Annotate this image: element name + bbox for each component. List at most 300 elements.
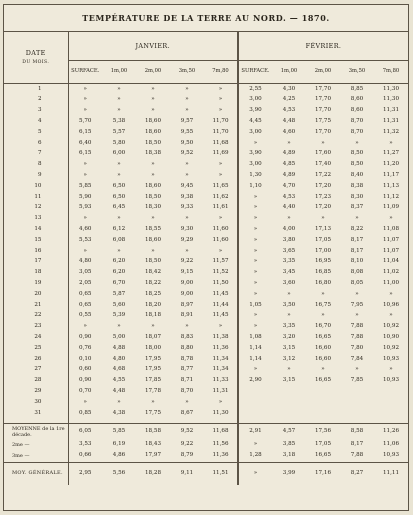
feb-value-cell: 4,53	[282, 107, 296, 114]
jan-value-cell: 18,30	[144, 204, 161, 211]
jan-value-cell: 5,53	[79, 236, 92, 243]
feb-value-cell: 4,00	[282, 225, 296, 232]
jan-value-cell: 4,68	[112, 366, 126, 373]
table-row	[4, 95, 408, 106]
jan-value-cell: 4,48	[112, 387, 126, 394]
feb-value-cell: 4,30	[282, 85, 296, 92]
day-cell: 15	[4, 235, 68, 246]
table-row	[4, 311, 408, 322]
jan-value-cell: »	[83, 107, 87, 114]
jan-value-cell: »	[83, 398, 87, 405]
table-row	[4, 106, 408, 117]
jan-value-cell: 8,77	[180, 366, 194, 373]
feb-value-cell: »	[389, 366, 393, 373]
day-cell: 20	[4, 289, 68, 300]
feb-value-cell: »	[253, 279, 258, 286]
depth-header-jan-5: 7m,80	[204, 61, 238, 84]
feb-value-cell: »	[389, 139, 393, 146]
feb-value-cell: 8,85	[350, 85, 364, 92]
feb-value-cell: »	[321, 290, 325, 297]
jan-value-cell: 6,00	[112, 150, 126, 157]
jan-general-mean-cell: 9,11	[170, 462, 204, 485]
jan-value-cell: 6,15	[79, 128, 92, 135]
feb-value-cell: 17,40	[314, 161, 331, 168]
jan-value-cell: »	[151, 161, 155, 168]
feb-value-cell	[238, 386, 272, 397]
jan-value-cell: 11,56	[204, 440, 238, 451]
jan-value-cell: 18,20	[144, 301, 161, 308]
feb-value-cell: 10,96	[382, 301, 399, 308]
feb-value-cell: 17,70	[314, 128, 331, 135]
day-cell: 23	[4, 322, 68, 333]
day-cell: 28	[4, 376, 68, 387]
feb-value-cell: 4,60	[282, 128, 296, 135]
jan-value-cell: 5,38	[112, 117, 126, 124]
day-cell: 3	[4, 106, 68, 117]
feb-value-cell: 8,08	[350, 269, 364, 276]
feb-value-cell: 8,17	[350, 236, 364, 243]
jan-value-cell: »	[151, 323, 155, 330]
feb-value-cell: 10,93	[382, 452, 399, 459]
jan-value-cell: 5,80	[112, 139, 126, 146]
feb-value-cell: 8,50	[350, 161, 364, 168]
table-row	[4, 181, 408, 192]
table-row	[4, 300, 408, 311]
jan-value-cell: 5,90	[79, 193, 92, 200]
day-cell: 12	[4, 203, 68, 214]
jan-value-cell: 9,15	[180, 269, 194, 276]
jan-value-cell: 8,67	[180, 409, 194, 416]
feb-value-cell: 3,85	[282, 441, 296, 448]
day-cell: 31	[4, 408, 68, 419]
jan-value-cell: 17,95	[144, 366, 161, 373]
feb-value-cell: »	[253, 366, 258, 373]
feb-value-cell: 11,02	[382, 269, 399, 276]
feb-value-cell: 4,89	[282, 150, 296, 157]
jan-value-cell: 6,70	[112, 279, 126, 286]
jan-value-cell: 17,75	[144, 409, 161, 416]
jan-value-cell: 11,36	[204, 343, 238, 354]
day-cell: 26	[4, 354, 68, 365]
month-header-january: JANVIER.	[68, 32, 238, 61]
table-row	[4, 170, 408, 181]
feb-value-cell: 4,89	[282, 171, 296, 178]
feb-value-cell: 4,25	[282, 96, 296, 103]
feb-value-cell: 17,75	[314, 117, 331, 124]
feb-value-cell: »	[389, 215, 393, 222]
day-cell: 6	[4, 138, 68, 149]
feb-value-cell: 3,90	[249, 150, 262, 157]
jan-value-cell: »	[185, 85, 189, 92]
date-sub-label: DU MOIS.	[22, 59, 50, 65]
feb-value-cell: 11,30	[382, 96, 399, 103]
jan-value-cell: 11,50	[204, 278, 238, 289]
jan-value-cell: 0,65	[79, 301, 92, 308]
feb-value-cell: 8,37	[350, 204, 364, 211]
jan-value-cell: 11,34	[204, 365, 238, 376]
feb-value-cell: 11,31	[382, 117, 399, 124]
feb-value-cell: 17,20	[314, 204, 331, 211]
table-row	[4, 149, 408, 160]
feb-value-cell: 10,92	[382, 344, 399, 351]
jan-value-cell: 18,22	[144, 279, 161, 286]
jan-value-cell: 6,15	[79, 150, 92, 157]
day-cell: 25	[4, 343, 68, 354]
jan-value-cell: »	[117, 247, 121, 254]
day-cell: 9	[4, 170, 68, 181]
jan-value-cell: »	[185, 171, 189, 178]
feb-value-cell: 8,60	[350, 96, 364, 103]
feb-value-cell: 8,17	[350, 441, 364, 448]
jan-value-cell: 6,40	[79, 139, 92, 146]
jan-value-cell: »	[151, 107, 155, 114]
day-cell: 17	[4, 257, 68, 268]
depth-header-jan-3: 2m,00	[136, 61, 170, 84]
mean-label: MOYENNE de la 1re décade.	[4, 423, 68, 440]
jan-value-cell: 17,95	[144, 355, 161, 362]
feb-value-cell: 7,85	[350, 377, 364, 384]
feb-value-cell: »	[253, 258, 258, 265]
feb-value-cell: 17,60	[314, 150, 331, 157]
feb-value-cell: 8,22	[350, 225, 364, 232]
feb-value-cell: 8,40	[350, 171, 364, 178]
feb-value-cell: 17,56	[306, 423, 340, 440]
feb-value-cell: 1,14	[249, 355, 262, 362]
feb-value-cell: 8,17	[350, 247, 364, 254]
jan-value-cell: »	[204, 322, 238, 333]
jan-value-cell: 0,10	[79, 355, 92, 362]
feb-value-cell: 16,65	[314, 333, 331, 340]
feb-value-cell: »	[321, 366, 325, 373]
feb-value-cell: 17,23	[314, 193, 331, 200]
jan-value-cell: 11,34	[204, 354, 238, 365]
jan-value-cell: 0,55	[79, 312, 92, 319]
feb-value-cell: 11,32	[382, 128, 399, 135]
jan-general-mean-cell: 5,56	[102, 462, 136, 485]
feb-value-cell: 3,60	[282, 279, 296, 286]
table-row	[4, 84, 408, 95]
jan-value-cell: 9,50	[180, 139, 194, 146]
jan-value-cell: 18,43	[144, 441, 161, 448]
jan-value-cell: »	[83, 85, 87, 92]
feb-value-cell: 8,38	[350, 182, 364, 189]
day-cell: 11	[4, 192, 68, 203]
feb-value-cell: 3,00	[249, 96, 262, 103]
jan-value-cell: 9,00	[180, 290, 194, 297]
feb-value-cell	[374, 386, 408, 397]
feb-value-cell: 3,80	[282, 236, 296, 243]
jan-value-cell: 11,31	[204, 386, 238, 397]
feb-value-cell: 3,00	[249, 128, 262, 135]
jan-value-cell: 6,45	[112, 204, 126, 211]
feb-value-cell: 16,60	[314, 344, 331, 351]
feb-value-cell: »	[355, 215, 359, 222]
jan-value-cell: 18,00	[144, 344, 161, 351]
feb-value-cell	[340, 408, 374, 419]
jan-value-cell: 11,45	[204, 311, 238, 322]
feb-value-cell: 17,05	[314, 236, 331, 243]
jan-value-cell: 11,45	[204, 289, 238, 300]
jan-value-cell: 4,86	[112, 452, 126, 459]
feb-value-cell: 11,31	[382, 107, 399, 114]
day-cell: 13	[4, 214, 68, 225]
feb-value-cell: 7,88	[350, 333, 364, 340]
jan-value-cell: »	[117, 398, 121, 405]
jan-value-cell: 3,05	[79, 269, 92, 276]
jan-value-cell: 9,33	[180, 204, 194, 211]
jan-value-cell: »	[204, 160, 238, 171]
depth-header-jan-4: 3m,50	[170, 61, 204, 84]
day-cell: 30	[4, 397, 68, 408]
jan-value-cell: 4,60	[79, 225, 92, 232]
feb-value-cell: 17,22	[314, 171, 331, 178]
table-row	[4, 203, 408, 214]
day-cell: 27	[4, 365, 68, 376]
jan-value-cell: 5,85	[102, 423, 136, 440]
jan-value-cell: 18,50	[144, 139, 161, 146]
feb-value-cell: 10,90	[382, 333, 399, 340]
jan-value-cell: 5,60	[112, 301, 126, 308]
feb-value-cell: »	[355, 312, 359, 319]
table-row	[4, 214, 408, 225]
jan-value-cell: 6,20	[112, 269, 126, 276]
feb-value-cell: »	[355, 290, 359, 297]
jan-value-cell: »	[185, 161, 189, 168]
day-cell: 21	[4, 300, 68, 311]
feb-general-mean-cell: »	[238, 462, 272, 485]
jan-value-cell: 11,70	[204, 127, 238, 138]
depth-header-jan-2: 1m,00	[102, 61, 136, 84]
table-row	[4, 127, 408, 138]
jan-value-cell: »	[204, 84, 238, 95]
table-row	[4, 116, 408, 127]
jan-value-cell: »	[185, 215, 189, 222]
feb-value-cell: 16,65	[314, 452, 331, 459]
depth-header-jan-1: SURFACE.	[68, 61, 102, 84]
jan-value-cell: »	[185, 96, 189, 103]
jan-value-cell: »	[83, 161, 87, 168]
feb-value-cell: 4,53	[282, 193, 296, 200]
feb-value-cell: »	[321, 215, 325, 222]
jan-value-cell: 18,18	[144, 312, 161, 319]
jan-value-cell: 18,25	[144, 290, 161, 297]
jan-value-cell: 9,29	[180, 236, 194, 243]
feb-value-cell: »	[253, 225, 258, 232]
feb-value-cell: 11,09	[382, 204, 399, 211]
month-header-february: FÉVRIER.	[238, 32, 408, 61]
table-row	[4, 246, 408, 257]
feb-value-cell	[374, 408, 408, 419]
table-row	[4, 268, 408, 279]
feb-value-cell: »	[253, 290, 258, 297]
table-row	[4, 322, 408, 333]
feb-value-cell: 1,14	[249, 344, 262, 351]
day-cell: 19	[4, 278, 68, 289]
feb-value-cell	[238, 408, 272, 419]
feb-value-cell: 1,10	[249, 182, 262, 189]
jan-value-cell: 18,55	[144, 225, 161, 232]
feb-value-cell: 4,48	[282, 117, 296, 124]
jan-value-cell: »	[83, 96, 87, 103]
jan-value-cell: 11,69	[204, 149, 238, 160]
jan-value-cell: 6,08	[112, 236, 126, 243]
jan-value-cell: »	[185, 323, 189, 330]
day-cell: 7	[4, 149, 68, 160]
jan-value-cell: 5,93	[79, 204, 92, 211]
feb-value-cell: 8,30	[350, 193, 364, 200]
feb-value-cell: »	[287, 366, 291, 373]
decade-mean-row	[4, 451, 408, 463]
depth-header-feb-3: 2m,00	[306, 61, 340, 84]
jan-value-cell: 0,60	[79, 366, 92, 373]
jan-value-cell: »	[204, 106, 238, 117]
jan-value-cell: 11,38	[204, 332, 238, 343]
feb-value-cell: »	[355, 139, 359, 146]
table-row	[4, 397, 408, 408]
jan-value-cell: 18,60	[144, 236, 161, 243]
jan-value-cell: 11,60	[204, 224, 238, 235]
feb-value-cell: 7,80	[350, 344, 364, 351]
feb-value-cell: »	[287, 290, 291, 297]
jan-general-mean-cell: 18,28	[136, 462, 170, 485]
feb-value-cell: »	[389, 290, 393, 297]
feb-value-cell: 17,70	[314, 85, 331, 92]
feb-value-cell: 8,70	[350, 128, 364, 135]
feb-value-cell: 3,15	[282, 377, 296, 384]
feb-value-cell: 11,26	[374, 423, 408, 440]
jan-value-cell: 6,05	[68, 423, 102, 440]
jan-value-cell: »	[151, 171, 155, 178]
jan-value-cell: 8,91	[180, 312, 194, 319]
jan-value-cell: »	[117, 107, 121, 114]
jan-value-cell: 0,76	[79, 344, 92, 351]
table-row	[4, 224, 408, 235]
jan-value-cell: 5,70	[79, 117, 92, 124]
jan-value-cell: 6,19	[112, 441, 126, 448]
day-cell: 18	[4, 268, 68, 279]
feb-value-cell: 16,80	[314, 279, 331, 286]
jan-value-cell: 18,60	[144, 128, 161, 135]
jan-value-cell: »	[117, 171, 121, 178]
jan-value-cell: 18,58	[136, 423, 170, 440]
feb-value-cell: 17,05	[314, 441, 331, 448]
jan-value-cell: 6,20	[112, 258, 126, 265]
feb-value-cell: »	[253, 139, 258, 146]
jan-value-cell: 8,83	[180, 333, 194, 340]
feb-value-cell: 16,70	[314, 323, 331, 330]
jan-value-cell: 8,71	[180, 377, 194, 384]
jan-value-cell: 11,68	[204, 423, 238, 440]
feb-value-cell: »	[253, 269, 258, 276]
feb-general-mean-cell: 17,16	[306, 462, 340, 485]
day-cell: 4	[4, 116, 68, 127]
table-row	[4, 343, 408, 354]
jan-general-mean-cell: 11,51	[204, 462, 238, 485]
feb-value-cell: 8,70	[350, 117, 364, 124]
jan-value-cell: 4,80	[79, 258, 92, 265]
feb-value-cell	[340, 397, 374, 408]
feb-value-cell: 11,17	[382, 171, 399, 178]
feb-value-cell: 8,58	[340, 423, 374, 440]
feb-value-cell	[374, 397, 408, 408]
feb-value-cell: 4,40	[282, 204, 296, 211]
jan-value-cell: 8,70	[180, 387, 194, 394]
feb-value-cell: 17,13	[314, 225, 331, 232]
jan-value-cell: 0,66	[79, 452, 92, 459]
jan-value-cell: 4,80	[112, 355, 126, 362]
mean-label: 2me —	[4, 440, 68, 451]
feb-value-cell: 3,12	[282, 355, 296, 362]
feb-value-cell	[272, 386, 306, 397]
feb-value-cell: 17,20	[314, 182, 331, 189]
feb-value-cell: 16,95	[314, 258, 331, 265]
mean-label: 3me —	[4, 451, 68, 463]
jan-value-cell: »	[117, 161, 121, 168]
jan-value-cell: »	[185, 398, 189, 405]
jan-value-cell: »	[117, 85, 121, 92]
jan-value-cell: 18,50	[144, 193, 161, 200]
feb-value-cell: »	[253, 247, 258, 254]
feb-value-cell: 3,35	[282, 323, 296, 330]
feb-value-cell: 3,65	[282, 247, 296, 254]
feb-value-cell: 1,28	[249, 452, 262, 459]
feb-value-cell: 3,00	[249, 161, 262, 168]
jan-value-cell: 18,60	[144, 117, 161, 124]
feb-value-cell: »	[253, 215, 258, 222]
jan-value-cell: 0,65	[79, 290, 92, 297]
date-label: DATE	[25, 48, 46, 57]
jan-general-mean-cell: 2,95	[68, 462, 102, 485]
feb-value-cell: »	[253, 193, 258, 200]
feb-value-cell	[306, 397, 340, 408]
jan-value-cell: »	[117, 215, 121, 222]
jan-value-cell: 4,88	[112, 344, 126, 351]
jan-value-cell: »	[151, 398, 155, 405]
feb-value-cell: 11,07	[382, 236, 399, 243]
feb-value-cell: »	[253, 312, 258, 319]
feb-value-cell	[238, 397, 272, 408]
day-cell: 24	[4, 332, 68, 343]
jan-value-cell: 6,50	[112, 193, 126, 200]
feb-value-cell: 7,88	[350, 452, 364, 459]
jan-value-cell: 9,00	[180, 279, 194, 286]
jan-value-cell: 2,05	[79, 279, 92, 286]
table-row	[4, 192, 408, 203]
feb-value-cell: 4,70	[282, 182, 296, 189]
feb-value-cell: »	[321, 139, 325, 146]
feb-value-cell: 2,91	[238, 423, 272, 440]
feb-value-cell: 3,50	[282, 301, 296, 308]
feb-general-mean-cell: 3,99	[272, 462, 306, 485]
jan-value-cell: 11,68	[204, 138, 238, 149]
feb-value-cell: »	[253, 204, 258, 211]
jan-value-cell: »	[151, 96, 155, 103]
jan-value-cell: 9,38	[180, 193, 194, 200]
table-row	[4, 160, 408, 171]
feb-value-cell: »	[253, 323, 258, 330]
table-row	[4, 354, 408, 365]
feb-value-cell: 11,27	[382, 150, 399, 157]
table-row	[4, 408, 408, 419]
day-cell: 22	[4, 311, 68, 322]
jan-value-cell: »	[185, 247, 189, 254]
feb-value-cell: 16,75	[314, 301, 331, 308]
jan-value-cell: 11,65	[204, 181, 238, 192]
jan-value-cell: »	[204, 246, 238, 257]
jan-value-cell: 9,22	[180, 258, 194, 265]
jan-value-cell: »	[185, 107, 189, 114]
feb-value-cell: 2,90	[249, 377, 262, 384]
